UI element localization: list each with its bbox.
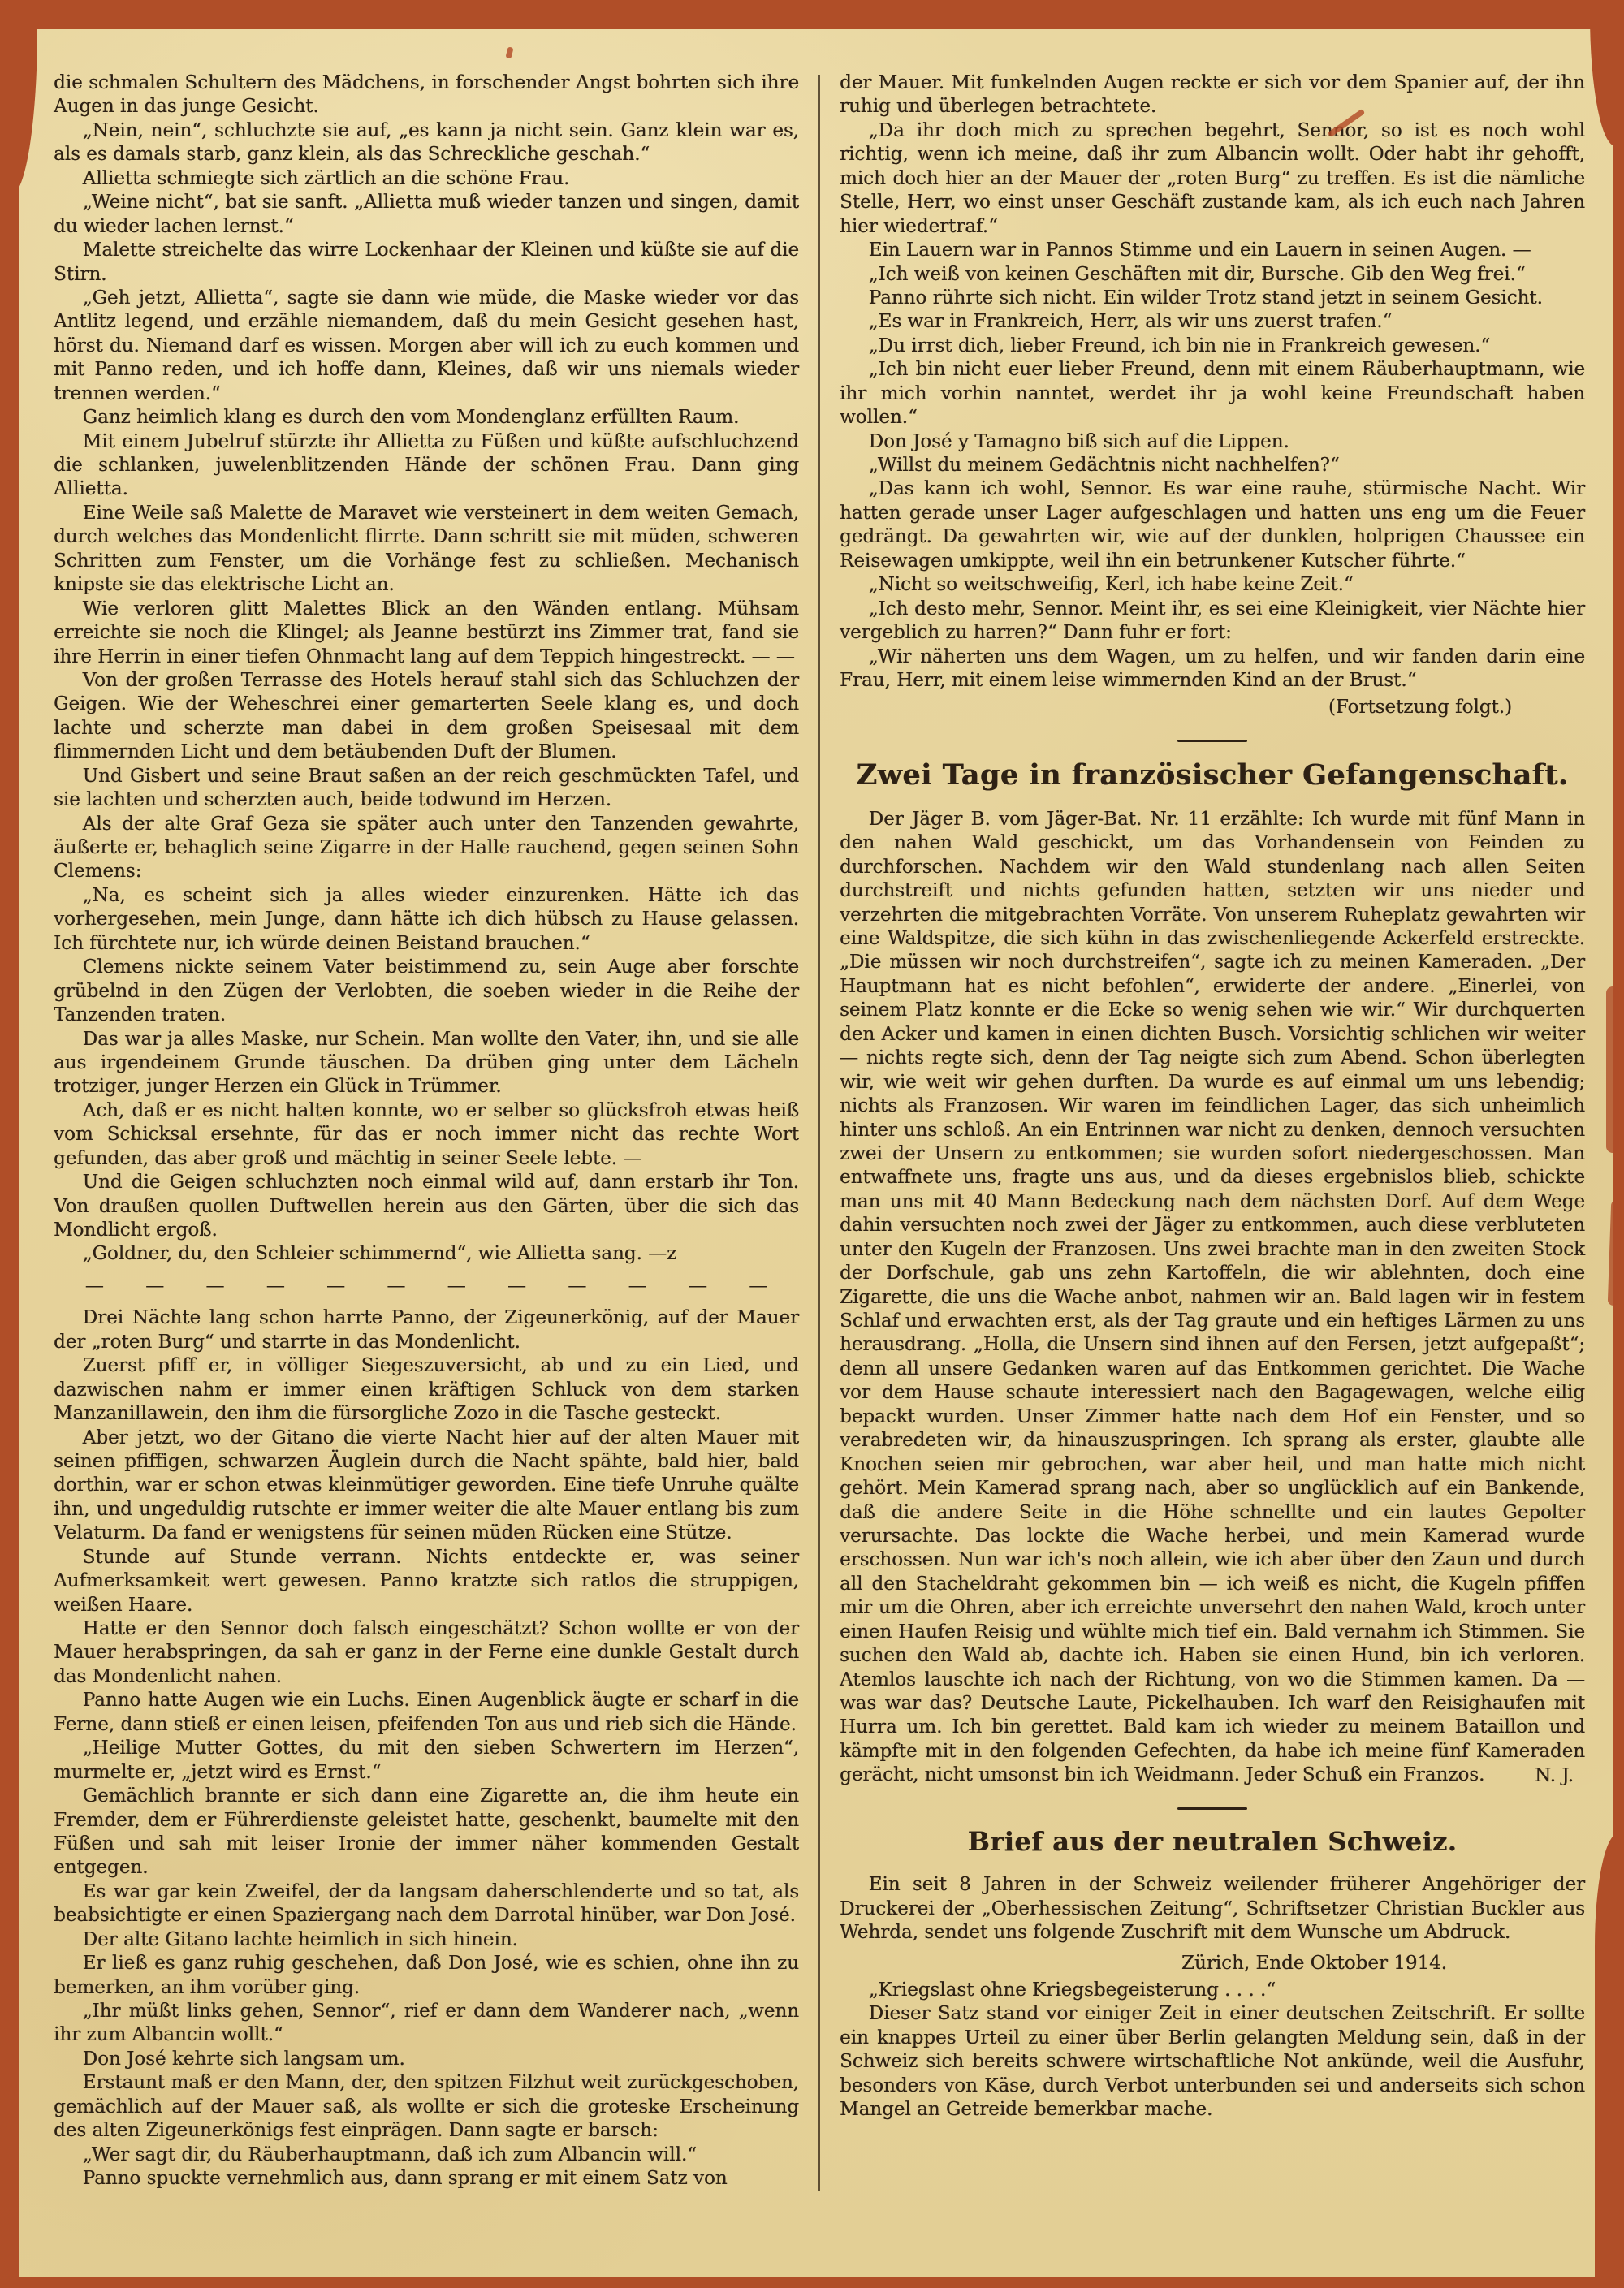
paragraph: „Weine nicht“, bat sie sanft. „Allietta muß wieder tanzen und singen, damit du wieder lachen lernst.“ xyxy=(54,192,799,237)
paragraph: Don José y Tamagno biß sich auf die Lippen. xyxy=(868,430,1289,452)
article-title-captivity: Zwei Tage in französischer Gefangenschaft. xyxy=(856,758,1569,792)
article-title-switzerland: Brief aus der neutralen Schweiz. xyxy=(967,1826,1458,1858)
paragraph: Dieser Satz stand vor einiger Zeit in einer deutschen Zeitschrift. Er sollte ein knappes Urteil zu einer über Berlin gelangten Meldung sein, daß in der Schweiz sich bereits schwere wirtschaftliche Not ankünde, weil die Ausfuhr, besonders von Käse, durch Verbot unterbunden sei und anderseits sich schon Mangel an Getreide bemerkbar mache. xyxy=(840,2003,1585,2121)
paragraph: Ganz heimlich klang es durch den vom Mondenglanz erfüllten Raum. xyxy=(82,407,740,429)
paragraph: Drei Nächte lang schon harrte Panno, der Zigeunerkönig, auf der Mauer der „roten Burg“ und starrte in das Mondenlicht. xyxy=(54,1307,799,1353)
paragraph: „Goldner, du, den Schleier schimmernd“, wie Allietta sang. —z xyxy=(82,1243,677,1265)
paragraph: Panno rührte sich nicht. Ein wilder Trotz stand jetzt in seinem Gesicht. xyxy=(868,287,1543,309)
paragraph: Don José kehrte sich langsam um. xyxy=(82,2048,405,2070)
paragraph: „Da ihr doch mich zu sprechen begehrt, Sennor, so ist es noch wohl richtig, wenn ich meine, daß ihr zum Albancin wollt. Oder habt ihr gehofft, mich doch hier an der Mauer der „roten Burg“ zu treffen. Es ist die nämliche Stelle, Herr, wo einst unser Geschäft zustande kam, als ich euch nach Jahren hier wiedertraf.“ xyxy=(840,119,1585,237)
continuation-note: (Fortsetzung folgt.) xyxy=(1328,697,1512,719)
paragraph: Ein seit 8 Jahren in der Schweiz weilender früherer Angehöriger der Druckerei der „Oberhessischen Zeitung“, Schriftsetzer Christian Buckler aus Wehrda, sendet uns folgende Zuschrift mit dem Wunsche um Abdruck. xyxy=(840,1874,1585,1944)
paragraph: „Es war in Frankreich, Herr, als wir uns zuerst trafen.“ xyxy=(868,311,1393,333)
paragraph: Panno spuckte vernehmlich aus, dann sprang er mit einem Satz von xyxy=(82,2168,728,2190)
paragraph: „Wer sagt dir, du Räuberhauptmann, daß ich zum Albancin will.“ xyxy=(82,2143,697,2165)
article-captivity-signature: N. J. xyxy=(1534,1764,1574,1786)
article-separator-rule xyxy=(1177,1807,1247,1810)
paragraph: die schmalen Schultern des Mädchens, in forschender Angst bohrten sich ihre Augen in das junge Gesicht. xyxy=(54,72,799,118)
story-left-part2 xyxy=(54,1306,799,2191)
paragraph: Panno hatte Augen wie ein Luchs. Einen Augenblick äugte er scharf in die Ferne, dann stieß er einen leisen, pfeifenden Ton aus und rieb sich die Hände. xyxy=(54,1690,799,1735)
paragraph: Der Jäger B. vom Jäger-Bat. Nr. 11 erzählte: Ich wurde mit fünf Mann in den nahen Wald geschickt, um das Vorhandensein von Feinden zu durchforschen. Nachdem wir den Wald stundenlang nach allen Seiten durchstreift und nichts gefunden hatten, setzten wir uns nieder und verzehrten die mitgebrachten Vorräte. Von unserem Ruheplatz gewahrten wir eine Waldspitze, die sich kühn in das zwischenliegende Ackerfeld erstreckte. „Die müssen wir noch durchstreifen“, sagte ich zu meinen Kameraden. „Der Hauptmann hat es nicht befohlen“, erwiderte der andere. „Einerlei, von seinem Platz konnte er die Ecke so wenig sehen wie wir.“ Wir durchquerten den Acker und kamen in einen dichten Busch. Vorsichtig schlichen wir weiter — nichts regte sich, denn der Tag neigte sich zum Abend. Schon überlegten wir, wie weit wir gehen durften. Da wurde es auf einmal um uns lebendig; nichts als Franzosen. Wir waren im feindlichen Lager, das sich unheimlich hinter uns schloß. An ein Entrinnen war nicht zu denken, dennoch versuchten zwei der Unsern zu entkommen; sie wurden sofort niedergeschossen. Man entwaffnete uns, fragte uns aus, und da dieses ergebnislos blieb, schickte man uns mit 40 Mann Bedeckung nach dem nächsten Dorf. Auf dem Wege dahin versuchten noch zwei der Jäger zu entkommen, auch diese verbluteten unter den Kugeln der Franzosen. Uns zwei brachte man in den zweiten Stock der Dorfschule, gab uns zehn Kartoffeln, die wir ablehnten, doch eine Zigarette, die uns die Wache anbot, nahmen wir an. Bald lagen wir in festem Schlaf und erwachten erst, als der Tag graute und ein heftiges Lärmen zu uns herausdrang. „Holla, die Unsern sind ihnen auf den Fersen, jetzt aufgepaßt“; denn all unsere Gedanken waren auf das Entkommen gerichtet. Die Wache vor dem Hause schaute interessiert nach den Bagagewagen, welche eilig bepackt wurden. Unser Zimmer hatte nach dem Hof ein Fenster, und so verabredeten wir, da hinauszuspringen. Ich sprang als erster, glaubte alle Knochen seien mir gebrochen, war aber heil, und man hatte mich nicht gehört. Mein Kamerad sprang nach, aber so unglücklich auf ein Bankende, daß die andere Seite in die Höhe schnellte und ein lautes Gepolter verursachte. Das lockte die Wache herbei, und mein Kamerad wurde erschossen. Nun war ich's noch allein, wie ich aber über den Zaun und durch all den Stacheldraht gekommen bin — ich weiß es nicht, die Kugeln pfiffen mir um die Ohren, aber ich erreichte unversehrt den nahen Wald, kroch unter einen Haufen Reisig und wühlte mich tief ein. Bald vernahm ich Stimmen. Sie suchen den Wald ab, dachte ich. Haben sie einen Hund, bin ich verloren. Atemlos lauschte ich nach der Richtung, von wo die Stimmen kamen. Da — was war das? Deutsche Laute, Pickelhauben. Ich warf den Reisighaufen mit Hurra um. Ich bin gerettet. Bald kam ich wieder zu meinem Bataillon und kämpfte mit in den folgenden Gefechten, da habe ich meine fünf Kameraden gerächt, nicht umsonst bin ich Weidmann. Jeder Schuß ein Franzos. xyxy=(840,808,1585,1786)
paragraph: „Ihr müßt links gehen, Sennor“, rief er dann dem Wanderer nach, „wenn ihr zum Albancin wollt.“ xyxy=(54,2001,799,2046)
paragraph: Erstaunt maß er den Mann, der, den spitzen Filzhut weit zurückgeschoben, gemächlich auf der Mauer saß, als wollte er sich die groteske Erscheinung des alten Zigeunerkönigs fest einprägen. Dann sagte er barsch: xyxy=(54,2072,799,2142)
paragraph: „Kriegslast ohne Kriegsbegeisterung . . . .“ xyxy=(868,1979,1276,2001)
page-edge-stain-bottom-right xyxy=(1595,1833,1624,2288)
page-edge-streak xyxy=(1606,986,1619,1153)
paragraph: Eine Weile saß Malette de Maravet wie versteinert in dem weiten Gemach, durch welches das Mondenlicht flirrte. Dann schritt sie mit müden, schweren Schritten zum Fenster, um die Vorhänge fest zu schließen. Mechanisch knipste sie das elektrische Licht an. xyxy=(54,502,799,596)
paragraph: Malette streichelte das wirre Lockenhaar der Kleinen und küßte sie auf die Stirn. xyxy=(54,240,799,285)
paragraph: Ach, daß er es nicht halten konnte, wo er selber so glücksfroh etwas heiß vom Schicksal ersehnte, für das er noch immer nicht das rechte Wort gefunden, das aber groß und mächtig in seiner Seele lebte. — xyxy=(54,1099,799,1169)
paragraph: Der alte Gitano lachte heimlich in sich hinein. xyxy=(82,1928,518,1950)
story-left-part1 xyxy=(54,71,799,1267)
paragraph: „Wir näherten uns dem Wagen, um zu helfen, und wir fanden darin eine Frau, Herr, mit einem leise wimmernden Kind an der Brust.“ xyxy=(840,645,1585,691)
column-layout xyxy=(19,29,1613,2224)
story-dash-separator: — — — — — — — — — — — — xyxy=(84,1275,768,1297)
paragraph: Aber jetzt, wo der Gitano die vierte Nacht hier auf der alten Mauer mit seinen pfiffigen, schwarzen Äuglein durch die Nacht spähte, bald hier, bald dorthin, war er schon etwas kleinmütiger geworden. Eine tiefe Unruhe quälte ihn, und ungeduldig rutschte er immer weiter die alte Mauer entlang bis zum Velaturm. Da fand er wenigstens für seinen müden Rücken eine Stütze. xyxy=(54,1427,799,1544)
paragraph: „Nicht so weitschweifig, Kerl, ich habe keine Zeit.“ xyxy=(868,574,1354,596)
left-column xyxy=(54,71,799,2191)
paragraph: Zuerst pfiff er, in völliger Siegeszuversicht, ab und zu ein Lied, und dazwischen nahm er immer einen kräftigen Schluck von dem starken Manzanillawein, den ihm die fürsorgliche Zozo in die Tasche gesteckt. xyxy=(54,1355,799,1425)
article-switzerland-dateline: Zürich, Ende Oktober 1914. xyxy=(1181,1952,1447,1974)
paragraph: Gemächlich brannte er sich dann eine Zigarette an, die ihm heute ein Fremder, dem er Führerdienste geleistet hatte, geschenkt, baumelte mit den Füßen und sah mit leiser Ironie der immer näher kommenden Gestalt entgegen. xyxy=(54,1785,799,1879)
paragraph: Clemens nickte seinem Vater beistimmend zu, sein Auge aber forschte grübelnd in den Zügen der Verlobten, die soeben wieder in die Reihe der Tanzenden traten. xyxy=(54,956,799,1026)
paragraph: Von der großen Terrasse des Hotels herauf stahl sich das Schluchzen der Geigen. Wie der Weheschrei einer gemarterten Seele klang es, und doch lachte und scherzte man dabei in dem großen Speisesaal mit dem flimmernden Licht und dem betäubenden Duft der Blumen. xyxy=(54,669,799,763)
paragraph: Wie verloren glitt Malettes Blick an den Wänden entlang. Mühsam erreichte sie noch die Klingel; als Jeanne bestürzt ins Zimmer trat, fand sie ihre Herrin in einer tiefen Ohnmacht lang auf dem Teppich hingestreckt. — — xyxy=(54,598,799,667)
paragraph: Er ließ es ganz ruhig geschehen, daß Don José, wie es schien, ohne ihn zu bemerken, an ihm vorüber ging. xyxy=(54,1953,799,1998)
paragraph: der Mauer. Mit funkelnden Augen reckte er sich vor dem Spanier auf, der ihn ruhig und überlegen betrachtete. xyxy=(840,72,1585,118)
paragraph: Hatte er den Sennor doch falsch eingeschätzt? Schon wollte er von der Mauer herabspringen, da sah er ganz in der Ferne eine dunkle Gestalt durch das Mondenlicht nahen. xyxy=(54,1618,799,1687)
paragraph: „Nein, nein“, schluchzte sie auf, „es kann ja nicht sein. Ganz klein war es, als es damals starb, ganz klein, als das Schreckliche geschah.“ xyxy=(54,119,799,166)
paragraph: „Heilige Mutter Gottes, du mit den sieben Schwertern im Herzen“, murmelte er, „jetzt wird es Ernst.“ xyxy=(54,1738,799,1783)
paragraph: „Ich bin nicht euer lieber Freund, denn mit einem Räuberhauptmann, wie ihr mich vorhin nanntet, werdet ihr ja wohl keine Freundschaft haben wollen.“ xyxy=(840,359,1585,429)
paragraph: „Ich weiß von keinen Geschäften mit dir, Bursche. Gib den Weg frei.“ xyxy=(868,263,1526,285)
paragraph: „Ich desto mehr, Sennor. Meint ihr, es sei eine Kleinigkeit, vier Nächte hier vergeblich zu harren?“ Dann fuhr er fort: xyxy=(840,598,1585,644)
paragraph: Als der alte Graf Geza sie später auch unter den Tanzenden gewahrte, äußerte er, behaglich seine Zigarre in der Halle rauchend, gegen seinen Sohn Clemens: xyxy=(54,813,799,883)
paragraph: „Du irrst dich, lieber Freund, ich bin nie in Frankreich gewesen.“ xyxy=(868,335,1491,356)
paragraph: Mit einem Jubelruf stürzte ihr Allietta zu Füßen und küßte aufschluchzend die schlanken, juwelenblitzenden Hände der schönen Frau. Dann ging Allietta. xyxy=(54,430,799,500)
article-captivity-body xyxy=(840,808,1585,1788)
story-right-continuation xyxy=(840,71,1585,693)
paragraph: Das war ja alles Maske, nur Schein. Man wollte den Vater, ihn, und sie alle aus irgendeinem Grunde täuschen. Da drüben ging unter dem Lächeln trotziger, junger Herzen ein Glück in Trümmer. xyxy=(54,1028,799,1098)
article-switzerland-body xyxy=(840,1979,1585,2122)
paragraph: „Das kann ich wohl, Sennor. Es war eine rauhe, stürmische Nacht. Wir hatten gerade unser Lager aufgeschlagen und hatten uns eng um die Feuer gedrängt. Da gewahrten wir, wie auf der dunklen, holprigen Chaussee ein Reisewagen umkippte, weil ihn ein betrunkener Kutscher führte.“ xyxy=(840,478,1585,572)
paragraph: Und die Geigen schluchzten noch einmal wild auf, dann erstarb ihr Ton. Von draußen quollen Duftwellen herein aus den Gärten, über die sich das Mondlicht ergoß. xyxy=(54,1172,799,1241)
paragraph: Allietta schmiegte sich zärtlich an die schöne Frau. xyxy=(82,167,570,189)
paragraph: Und Gisbert und seine Braut saßen an der reich geschmückten Tafel, und sie lachten und scherzten auch, beide todwund im Herzen. xyxy=(54,765,799,811)
paragraph: „Geh jetzt, Allietta“, sagte sie dann wie müde, die Maske wieder vor das Antlitz legend, und erzähle niemandem, daß du mein Gesicht gesehen hast, hörst du. Niemand darf es wissen. Morgen aber will ich zu euch kommen und mit Panno reden, und ich hoffe dann, Kleines, daß wir uns niemals wieder trennen werden.“ xyxy=(54,287,799,404)
paragraph: „Na, es scheint sich ja alles wieder einzurenken. Hätte ich das vorhergesehen, mein Junge, dann hätte ich dich hübsch zu Hause gelassen. Ich fürchtete nur, ich würde deinen Beistand brauchen.“ xyxy=(54,884,799,954)
column-divider xyxy=(818,75,820,2191)
article-separator-rule xyxy=(1177,740,1247,742)
newspaper-page xyxy=(19,29,1613,2277)
paragraph: Stunde auf Stunde verrann. Nichts entdeckte er, was seiner Aufmerksamkeit wert gewesen. Panno kratzte sich ratlos die struppigen, weißen Haare. xyxy=(54,1546,799,1616)
article-switzerland-intro xyxy=(840,1873,1585,1945)
right-column xyxy=(840,71,1585,2122)
paragraph: Es war gar kein Zweifel, der da langsam daherschlenderte und so tat, als beabsichtigte er einen Spaziergang nach dem Darrotal hinüber, war Don José. xyxy=(54,1880,799,1927)
paragraph: „Willst du meinem Gedächtnis nicht nachhelfen?“ xyxy=(868,455,1340,476)
paragraph: Ein Lauern war in Pannos Stimme und ein Lauern in seinen Augen. — xyxy=(868,240,1531,261)
